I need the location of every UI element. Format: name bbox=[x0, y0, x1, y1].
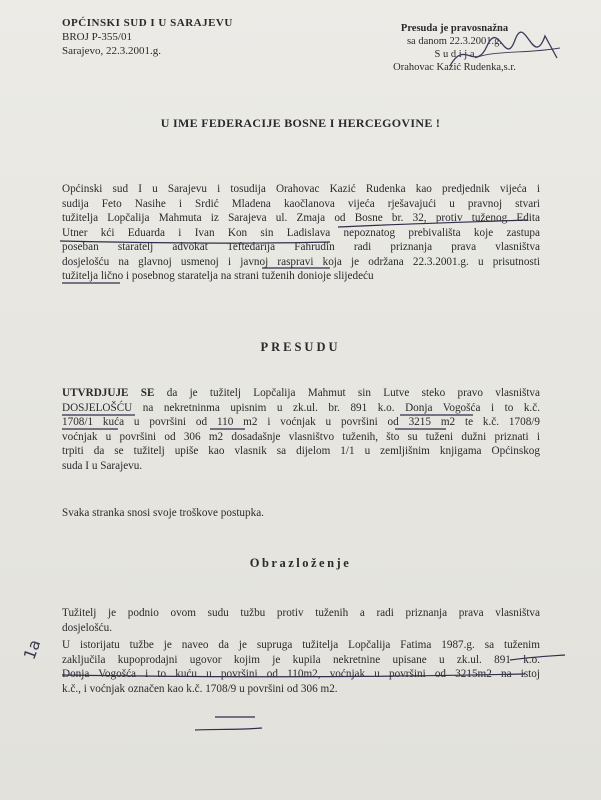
reasoning-line: Tužitelj je podnio ovom sudu tužbu protiv tuženih a radi priznanja prava vlasništva bbox=[62, 607, 540, 619]
federation-heading: U IME FEDERACIJE BOSNE I HERCEGOVINE ! bbox=[160, 116, 441, 130]
intro-line: tužitelja lično i posebnog staratelja na strani tuženih donioje slijedeću bbox=[62, 270, 374, 282]
stamp-line-1: Presuda je pravosnažna bbox=[400, 23, 509, 34]
verdict-paragraph bbox=[62, 386, 540, 473]
reasoning-line: U istorijatu tužbe je naveo da je supruga tužitelja Lopčalija Fatima 1987.g. sa tuženim bbox=[62, 639, 540, 651]
intro-line: Općinski sud I u Sarajevu i tosudija Orahovac Kazić Rudenka kao predjednik vijeća i bbox=[62, 183, 540, 195]
stamp-line-3: S u d i j a bbox=[434, 49, 475, 60]
stamp-line-2: sa danom 22.3.2001.g. bbox=[406, 36, 503, 47]
reasoning-line: zaključila kupoprodajni ugovor kojim je kupila nekretnine upisane u zk.ul. 891 k.o. bbox=[62, 653, 540, 666]
reasoning-line: k.č., i voćnjak označen kao k.č. 1708/9 u površini od 306 m2. bbox=[62, 682, 338, 695]
intro-line: tužitelja Lopčalija Mahmuta iz Sarajeva ul. Zmaja od Bosne br. 32, protiv tuženog Edita bbox=[62, 212, 540, 224]
verdict-line: da je tužitelj Lopčalija Mahmut sin Lutve steko pravo vlasništva bbox=[154, 387, 540, 399]
costs-paragraph bbox=[62, 506, 540, 521]
verdict-lead: UTVRDJUJE SE bbox=[62, 387, 155, 399]
verdict-line: DOSJELOŠĆU na nekretninma upisnim u zk.ul. br. 891 k.o. Donja Vogošća i to k.č. bbox=[62, 401, 540, 414]
margin-note: 1a bbox=[19, 636, 45, 663]
reasoning-paragraph-2 bbox=[62, 638, 540, 696]
judge-signature-icon bbox=[445, 28, 565, 78]
reasoning-paragraph-1 bbox=[62, 606, 540, 635]
verdict-line: voćnjak u površini od 306 m2 dosadašnje vlasništvo tuženih, što su tuženi dužni priznati i bbox=[62, 430, 540, 443]
court-name: OPĆINSKI SUD I U SARAJEVU bbox=[62, 17, 233, 29]
court-header bbox=[62, 16, 282, 58]
intro-line: poseban staratelj advokat Teftedarija Fahrudin radi priznanja prava vlasništva bbox=[62, 241, 540, 253]
verdict-line: trpiti da se tužitelj upiše kao vlasnik sa dijelom 1/1 u zemljišnim knjigama Općinskog bbox=[62, 445, 540, 457]
verdict-title: PRESUDU bbox=[260, 340, 341, 354]
intro-paragraph bbox=[62, 182, 540, 284]
reasoning-line: Donja Vogošća i to kuću u površini od 110m2, voćnjak u površini od 3215m2 na istoj bbox=[62, 668, 540, 680]
costs-line: Svaka stranka snosi svoje troškove postupka. bbox=[62, 507, 264, 519]
case-number: BROJ P-355/01 bbox=[62, 31, 132, 43]
verdict-line: suda I u Sarajevu. bbox=[62, 459, 143, 472]
intro-line: sudija Feto Nasihe i Srdić Mladena kaočlanova vijeća rješavajući u pravnoj stvari bbox=[62, 197, 540, 210]
place-date: Sarajevo, 22.3.2001.g. bbox=[62, 45, 161, 57]
intro-line: dosjelošću na glavnoj usmenoj i javnoj raspravi koja je održana 22.3.2001.g. u prisutnosti bbox=[62, 255, 540, 268]
reasoning-line: dosjelošću. bbox=[62, 621, 113, 634]
verdict-line: 1708/1 kuća u površini od 110 m2 i voćnjak u površini od 3215 m2 te k.č. 1708/9 bbox=[62, 416, 540, 428]
stamp-line-4: Orahovac Kazić Rudenka,s.r. bbox=[393, 62, 516, 73]
reasoning-title: Obrazloženje bbox=[249, 556, 352, 570]
intro-line: Utner kći Eduarda i Ivan Kon sin Ladislava nepoznatog prebivališta koje zastupa bbox=[62, 226, 540, 239]
